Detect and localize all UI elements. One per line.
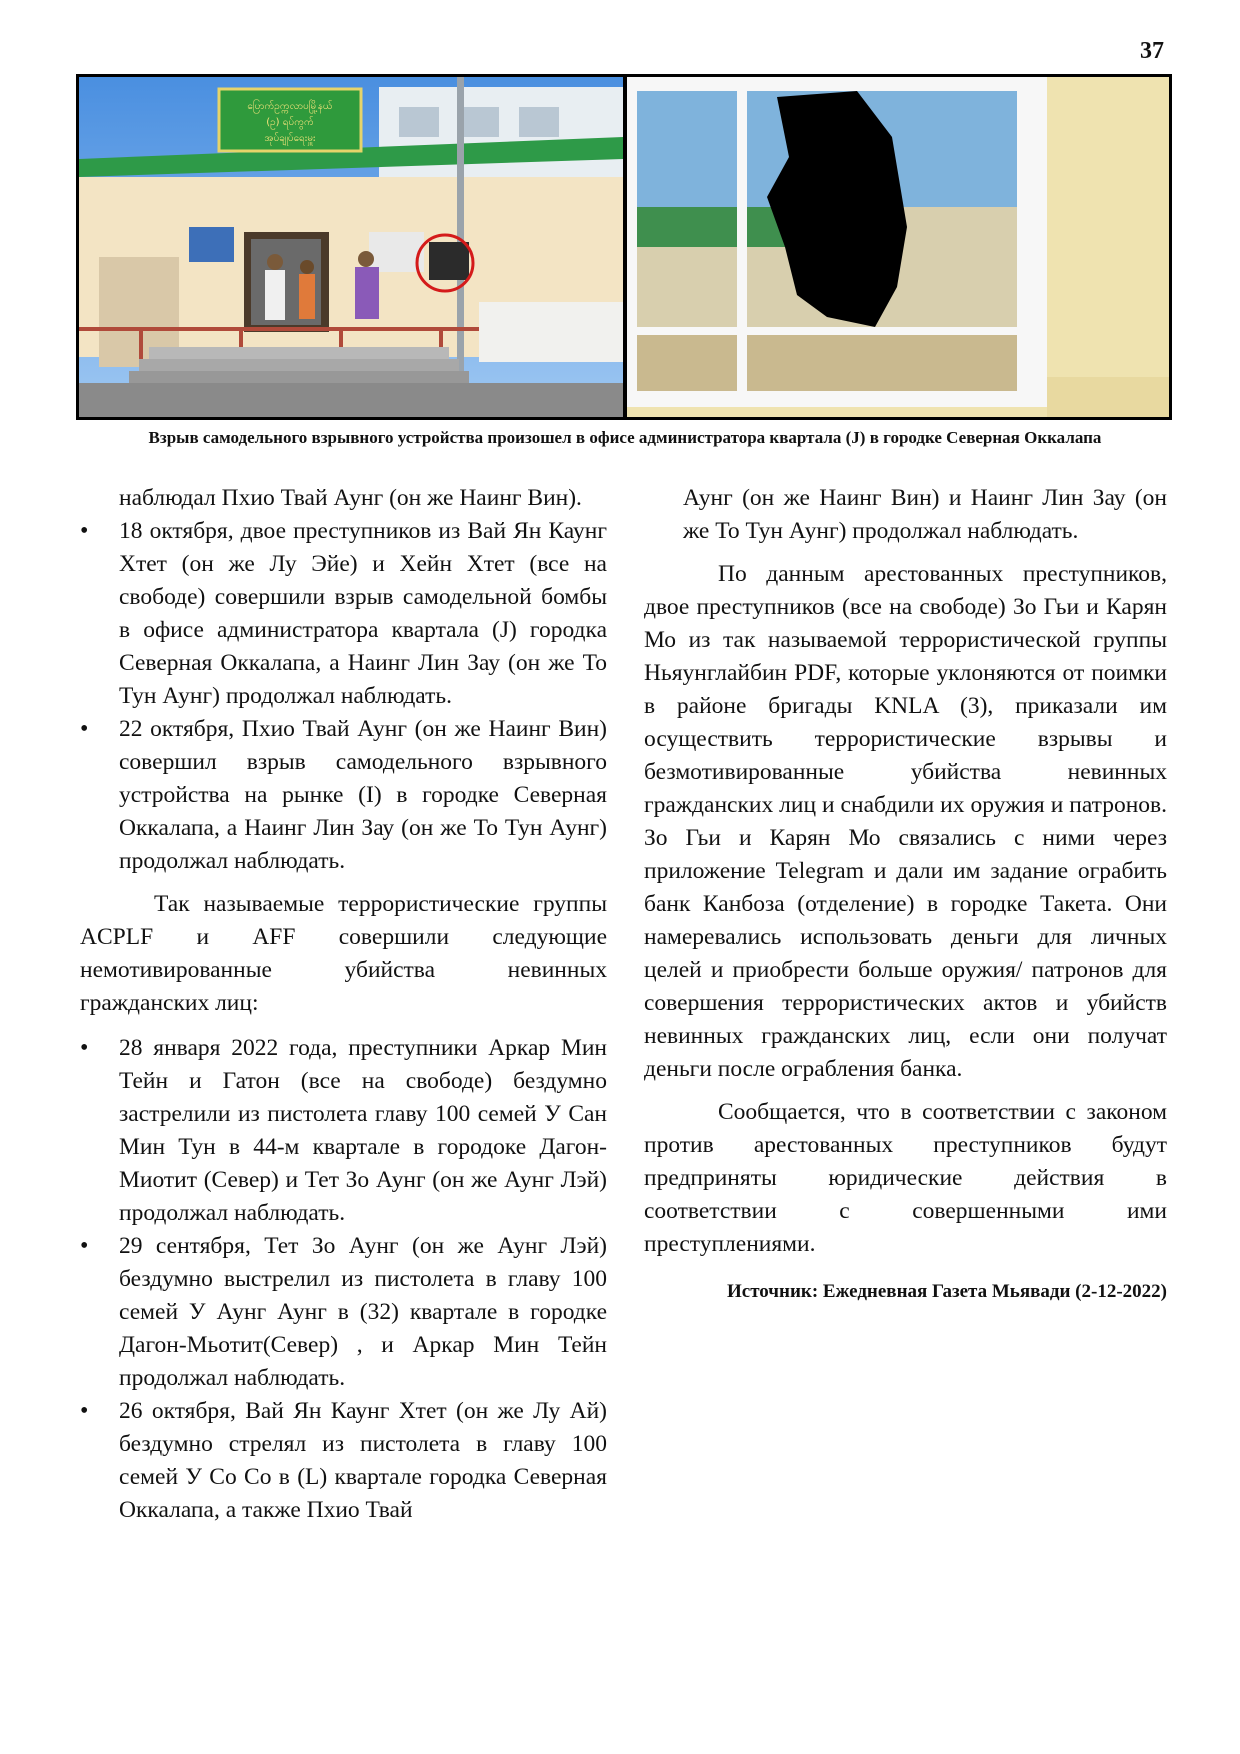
list-item: • 28 января 2022 года, преступники Аркар Мин Тейн и Гатон (все на свободе) бездумно застрелили из пистолета главу 100 семей У Сан Мин Тун в 44-м квартале в городоке Дагон-Миотит (Север) и Тет Зо Аунг (он же Аунг Лэй) продолжал наблюдать. (80, 1032, 607, 1230)
broken-window-illustration (627, 77, 1169, 417)
list-item: • 22 октября, Пхио Твай Аунг (он же Наинг Вин) совершил взрыв самодельного взрывного устройства на рынке (I) в городке Северная Оккалапа, а Наинг Лин Зау (он же То Тун Аунг) продолжал наблюдать. (80, 713, 607, 878)
right-column (644, 482, 1167, 1308)
photo-office-building (79, 77, 623, 417)
source-line: Источник: Ежедневная Газета Мьявади (2-12-2022) (727, 1281, 1167, 1302)
paragraph-arrested-testimony: По данным арестованных преступников, двое преступников (все на свободе) Зо Гьи и Карян Мо из так называемой террористической группы Ньяунглайбин PDF, которые уклоняются от поимки в районе бригады KNLA (3), приказали им осуществить террористические взрывы и безмотивированные убийства невинных гражданских лиц и снабдили их оружия и патронов. Зо Гьи и Карян Мо связались с ними через приложение Telegram и дали им задание ограбить банк Канбоза (отделение) в городке Такета. Они намеревались использовать деньги для личных целей и приобрести больше оружия/ патронов для совершения террористических актов и убийств невинных гражданских лиц, если они получат деньги после ограбления банка. (644, 561, 1167, 1082)
sign-line-1: ပြောက်ဥက္ကလာပမြို့နယ် (247, 101, 333, 112)
office-building-illustration (79, 77, 623, 417)
left-column (80, 482, 607, 1527)
continuation-text: наблюдал Пхио Твай Аунг (он же Наинг Вин). (119, 485, 582, 511)
page-number: 37 (1140, 38, 1164, 64)
photo-broken-window (627, 77, 1169, 417)
list-item: • 29 сентября, Тет Зо Аунг (он же Аунг Лэй) бездумно выстрелил из пистолета в главу 100 семей У Аунг Аунг в (32) квартале в городке Дагон-Мьотит(Север) , и Аркар Мин Тейн продолжал наблюдать. (80, 1230, 607, 1395)
paragraph-killings-intro: Так называемые террористические группы ACPLF и AFF совершили следующие немотивированные убийства невинных гражданских лиц: (80, 891, 607, 1016)
bullet-list-explosions (80, 515, 607, 878)
photo-caption: Взрыв самодельного взрывного устройства произошел в офисе администратора квартала (J) в городке Северная Оккалапа (148, 428, 1102, 447)
list-item: • 26 октября, Вай Ян Каунг Хтет (он же Лу Ай) бездумно стрелял из пистолета в главу 100 семей У Со Со в (L) квартале городка Северная Оккалапа, а также Пхио Твай (80, 1395, 607, 1527)
photo-strip (76, 74, 1172, 420)
list-item: • 18 октября, двое преступников из Вай Ян Каунг Хтет (он же Лу Эйе) и Хейн Хтет (все на свободе) совершили взрыв самодельной бомбы в офисе администратора квартала (J) городка Северная Оккалапа, а Наинг Лин Зау (он же То Тун Аунг) продолжал наблюдать. (80, 515, 607, 713)
sign-line-2: (ဥ) ရပ်ကွက် (266, 117, 314, 128)
paragraph-legal-action: Сообщается, что в соответствии с законом против арестованных преступников будут предприняты юридические действия в соответствии с совершенными ими преступлениями. (644, 1099, 1167, 1257)
continuation-text: Аунг (он же Наинг Вин) и Наинг Лин Зау (он же То Тун Аунг) продолжал наблюдать. (683, 485, 1167, 544)
bullet-list-killings (80, 1032, 607, 1527)
sign-line-3: အုပ်ချုပ်ရေးမှူး (264, 133, 316, 144)
